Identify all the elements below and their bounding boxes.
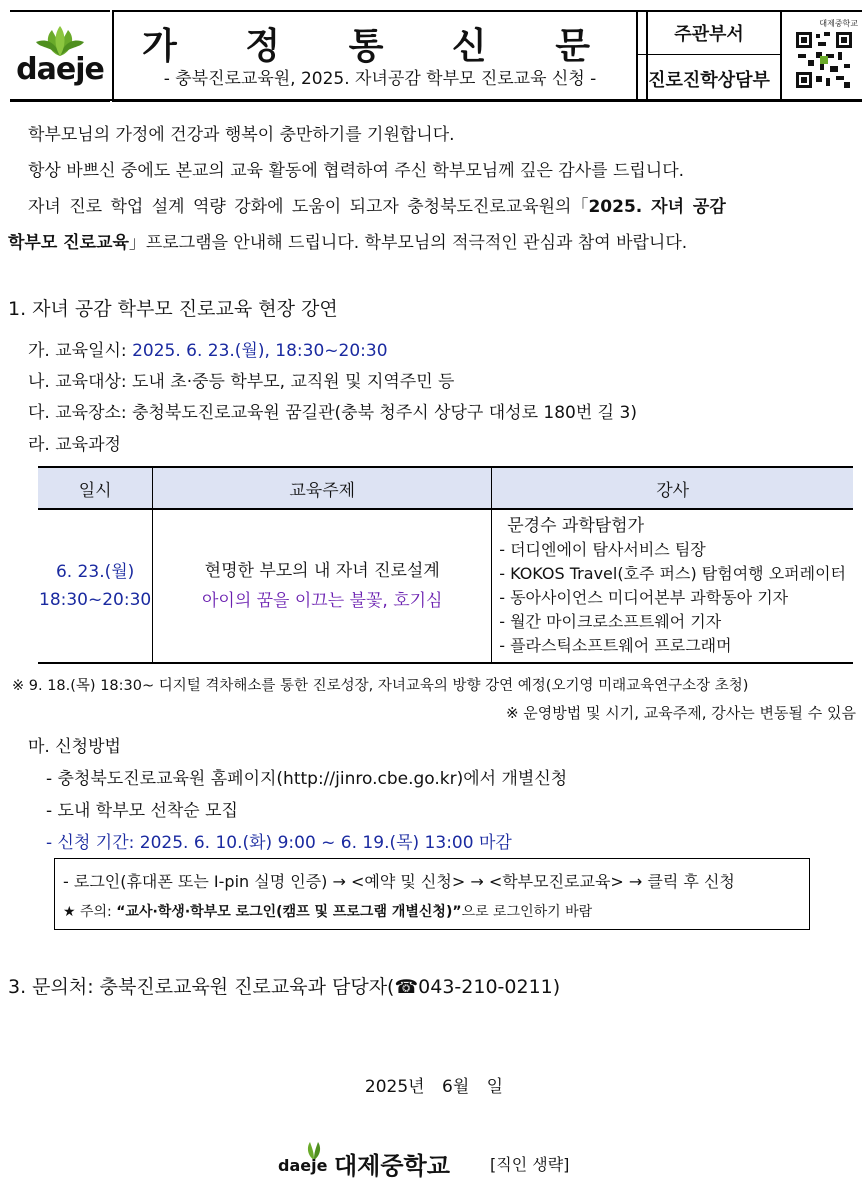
page-subtitle: - 충북진로교육원, 2025. 자녀공감 학부모 진로교육 신청 - bbox=[163, 69, 597, 89]
caution-label: ★ 주의: bbox=[63, 904, 117, 920]
contact-text: 3. 문의처: 충북진로교육원 진로교육과 담당자( bbox=[8, 976, 395, 998]
issue-date: 2025년 6월 일 bbox=[364, 1077, 504, 1097]
header-rule bbox=[10, 99, 862, 101]
date-value: 2025. 6. 23.(월), 18:30~20:30 bbox=[132, 341, 388, 361]
login-caution bbox=[63, 901, 592, 921]
topic-line-1: 현명한 부모의 내 자녀 진로설계 bbox=[204, 561, 440, 581]
instructor-role: - 동아사이언스 미디어본부 과학동아 기자 bbox=[499, 588, 789, 607]
seal-omitted: [직인 생략] bbox=[490, 1155, 570, 1174]
department-label: 주관부서 bbox=[674, 24, 744, 45]
intro-line-3-text: 자녀 진로 학업 설계 역량 강화에 도움이 되고자 충청북도진로교육원의「 bbox=[28, 197, 589, 217]
note-lecture: ※ 9. 18.(목) 18:30~ 디지털 격차해소를 통한 진로성장, 자녀교육의 방향 강연 예정(오기영 미래교육연구소장 초청) bbox=[12, 678, 749, 694]
divider bbox=[638, 54, 780, 55]
schedule-table bbox=[38, 466, 853, 664]
apply-item-period: - 신청 기간: 2025. 6. 10.(화) 9:00 ~ 6. 19.(목) 13:00 마감 bbox=[46, 833, 512, 853]
date-line-1: 6. 23.(월) bbox=[55, 562, 135, 582]
caution-login-type: “교사·학생·학부모 로그인(캠프 및 프로그램 개별신청)” bbox=[116, 904, 462, 920]
caution-text: 으로 로그인하기 바람 bbox=[461, 904, 593, 920]
table-header-row bbox=[38, 467, 853, 509]
qr-code-icon bbox=[794, 30, 854, 90]
education-target: 나. 교육대상: 도내 초·중등 학부모, 교직원 및 지역주민 등 bbox=[28, 372, 455, 392]
page-title: 가 정 통 신 문 bbox=[141, 25, 618, 67]
education-place: 다. 교육장소: 충청북도진로교육원 꿈길관(충북 청주시 상당구 대성로 180번 길 3) bbox=[28, 403, 637, 423]
contact-phone: 043-210-0211) bbox=[418, 976, 561, 998]
login-notice-box bbox=[54, 858, 810, 930]
apply-item-homepage: - 충청북도진로교육원 홈페이지(http://jinro.cbe.go.kr)에서 개별신청 bbox=[46, 769, 568, 789]
education-course: 라. 교육과정 bbox=[28, 435, 121, 455]
school-name: 대제중학교 bbox=[334, 1152, 450, 1180]
header-date: 일시 bbox=[38, 467, 153, 509]
school-logo bbox=[10, 10, 110, 102]
qr-caption: 대제중학교 bbox=[819, 19, 858, 28]
header-instructor: 강사 bbox=[492, 467, 853, 509]
program-name-part2: 학부모 진로교육 bbox=[8, 233, 129, 253]
program-name-part1: 2025. 자녀 공감 bbox=[588, 197, 726, 217]
instructor-role: - 월간 마이크로소프트웨어 기자 bbox=[499, 612, 722, 631]
login-steps: - 로그인(휴대폰 또는 I-pin 실명 인증) → <예약 및 신청> → <학부모진로교육> → 클릭 후 신청 bbox=[63, 872, 735, 891]
footer-signature bbox=[278, 1140, 598, 1180]
cell-instructor bbox=[492, 509, 853, 663]
section-1-heading: 1. 자녀 공감 학부모 진로교육 현장 강연 bbox=[8, 298, 338, 320]
title-box bbox=[112, 10, 648, 102]
footer-logo-text: daeje bbox=[278, 1156, 328, 1175]
apply-item-recruit: - 도내 학부모 선착순 모집 bbox=[46, 801, 238, 821]
phone-icon: ☎ bbox=[394, 976, 419, 998]
instructor-role: - KOKOS Travel(호주 퍼스) 탐험여행 오퍼레이터 bbox=[499, 564, 846, 583]
department-name: 진로진학상담부 bbox=[648, 70, 770, 91]
topic-line-2: 아이의 꿈을 이끄는 불꽃, 호기심 bbox=[201, 591, 443, 611]
header-topic: 교육주제 bbox=[153, 467, 492, 509]
note-change: ※ 운영방법 및 시기, 교육주제, 강사는 변동될 수 있음 bbox=[505, 704, 856, 722]
instructor-role: - 플라스틱소프트웨어 프로그래머 bbox=[499, 636, 732, 655]
date-label: 가. 교육일시: bbox=[28, 341, 133, 361]
qr-code[interactable] bbox=[780, 10, 862, 102]
department-box bbox=[636, 10, 782, 102]
instructor-name: 문경수 과학탐험가 bbox=[507, 516, 645, 536]
cell-date bbox=[38, 509, 153, 663]
cell-topic bbox=[153, 509, 492, 663]
section-3-contact bbox=[8, 972, 560, 999]
instructor-role: - 더디엔에이 탐사서비스 팀장 bbox=[499, 540, 706, 559]
intro-line-4 bbox=[8, 228, 687, 253]
education-date bbox=[28, 336, 388, 361]
intro-line-1: 학부모님의 가정에 건강과 행복이 충만하기를 기원합니다. bbox=[28, 125, 455, 145]
logo-text: daeje bbox=[16, 52, 104, 87]
date-line-2: 18:30~20:30 bbox=[39, 590, 152, 610]
intro-line-4-text: 」프로그램을 안내해 드립니다. 학부모님의 적극적인 관심과 참여 바랍니다. bbox=[128, 233, 688, 253]
letter-header bbox=[10, 10, 862, 100]
table-row bbox=[38, 509, 853, 663]
intro-line-2: 항상 바쁘신 중에도 본교의 교육 활동에 협력하여 주신 학부모님께 깊은 감사를 드립니다. bbox=[28, 161, 685, 181]
intro-line-3 bbox=[28, 192, 726, 217]
apply-heading: 마. 신청방법 bbox=[28, 737, 121, 757]
